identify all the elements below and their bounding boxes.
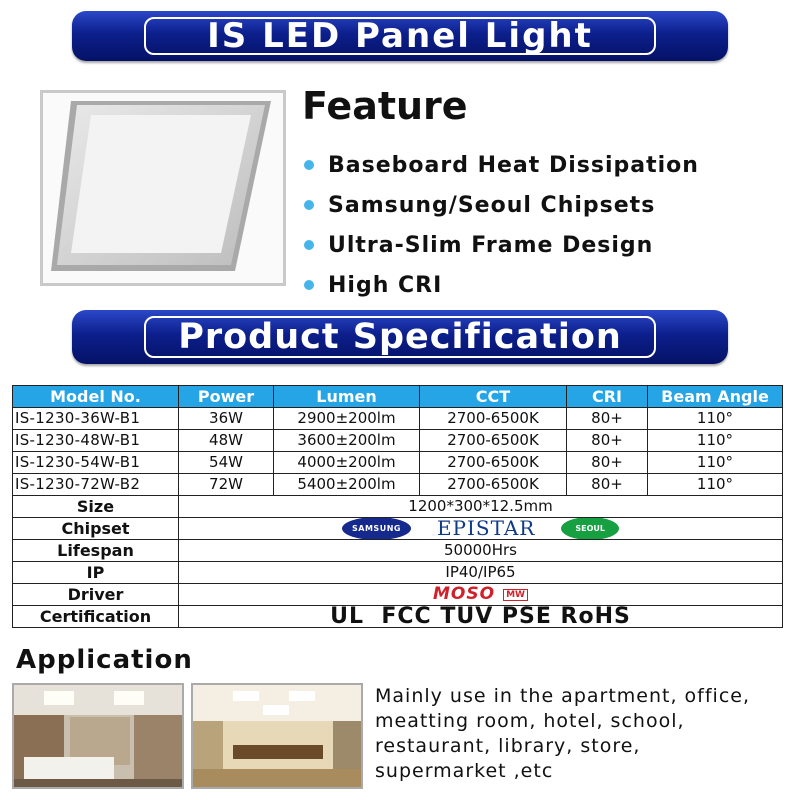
row-label: Certification	[13, 606, 179, 628]
row-label: Lifespan	[13, 540, 179, 562]
column-header: Lumen	[274, 386, 420, 408]
table-cell: 80+	[567, 430, 648, 452]
bathroom-photo	[12, 683, 184, 789]
feature-item	[304, 225, 699, 265]
application-description	[375, 684, 795, 784]
table-cell: 2700-6500K	[420, 452, 567, 474]
column-header: CCT	[420, 386, 567, 408]
size-row	[13, 496, 783, 518]
table-cell: 2700-6500K	[420, 408, 567, 430]
feature-list	[304, 145, 699, 305]
ip-value: IP40/IP65	[179, 562, 783, 584]
feature-item	[304, 185, 699, 225]
application-line: Mainly use in the apartment, office,	[375, 685, 751, 707]
feature-text: Samsung/Seoul Chipsets	[328, 192, 656, 218]
column-header: Beam Angle	[648, 386, 783, 408]
table-cell: 2700-6500K	[420, 474, 567, 496]
table-cell: 72W	[179, 474, 274, 496]
title-banner	[72, 11, 728, 61]
office-image	[193, 685, 361, 787]
feature-item	[304, 265, 699, 305]
table-cell: 36W	[179, 408, 274, 430]
table-cell: 110°	[648, 408, 783, 430]
feature-text: High CRI	[328, 272, 443, 298]
feature-text: Ultra-Slim Frame Design	[328, 232, 654, 258]
row-label: Chipset	[13, 518, 179, 540]
table-cell: 110°	[648, 474, 783, 496]
seoul-logo: SEOUL	[561, 518, 619, 540]
table-cell: 2700-6500K	[420, 430, 567, 452]
spec-title: Product Specification	[178, 317, 622, 357]
office-photo	[191, 683, 363, 789]
chipset-row	[13, 518, 783, 540]
table-cell: 110°	[648, 430, 783, 452]
ip-row	[13, 562, 783, 584]
table-cell: 110°	[648, 452, 783, 474]
certification-row	[13, 606, 783, 628]
certification-value: UL FCC TUV PSE RoHS	[179, 606, 783, 628]
lifespan-row	[13, 540, 783, 562]
feature-heading: Feature	[302, 84, 468, 128]
table-header-row	[13, 386, 783, 408]
table-row	[13, 452, 783, 474]
spec-banner	[72, 310, 728, 364]
bullet-icon	[304, 200, 314, 210]
bullet-icon	[304, 280, 314, 290]
table-row	[13, 408, 783, 430]
led-panel-image	[43, 93, 283, 283]
table-cell: 4000±200lm	[274, 452, 420, 474]
table-cell: IS-1230-48W-B1	[13, 430, 179, 452]
mean-well-logo: MW	[503, 589, 528, 601]
feature-item	[304, 145, 699, 185]
column-header: Power	[179, 386, 274, 408]
table-cell: IS-1230-36W-B1	[13, 408, 179, 430]
table-cell: 5400±200lm	[274, 474, 420, 496]
column-header: CRI	[567, 386, 648, 408]
spec-table	[12, 385, 783, 628]
table-cell: 2900±200lm	[274, 408, 420, 430]
bathroom-image	[14, 685, 182, 787]
size-value: 1200*300*12.5mm	[179, 496, 783, 518]
row-label: Size	[13, 496, 179, 518]
driver-row	[13, 584, 783, 606]
table-cell: 48W	[179, 430, 274, 452]
application-line: restaurant, library, store,	[375, 735, 641, 757]
product-photo	[40, 90, 286, 286]
samsung-logo: SAMSUNG	[342, 518, 411, 540]
application-line: supermarket ,etc	[375, 760, 554, 782]
bullet-icon	[304, 240, 314, 250]
lifespan-value: 50000Hrs	[179, 540, 783, 562]
table-cell: IS-1230-72W-B2	[13, 474, 179, 496]
bullet-icon	[304, 160, 314, 170]
epistar-logo: EPISTAR	[436, 517, 536, 540]
table-row	[13, 474, 783, 496]
row-label: IP	[13, 562, 179, 584]
chipset-logos	[179, 518, 783, 540]
application-heading: Application	[16, 645, 193, 675]
moso-logo: MOSO	[433, 584, 496, 604]
page-title: IS LED Panel Light	[207, 16, 593, 56]
table-cell: 80+	[567, 408, 648, 430]
feature-text: Baseboard Heat Dissipation	[328, 152, 699, 178]
table-cell: 54W	[179, 452, 274, 474]
driver-logos	[179, 584, 783, 606]
table-row	[13, 430, 783, 452]
column-header: Model No.	[13, 386, 179, 408]
application-line: meatting room, hotel, school,	[375, 710, 685, 732]
row-label: Driver	[13, 584, 179, 606]
table-cell: 80+	[567, 452, 648, 474]
table-cell: 3600±200lm	[274, 430, 420, 452]
table-cell: IS-1230-54W-B1	[13, 452, 179, 474]
table-cell: 80+	[567, 474, 648, 496]
